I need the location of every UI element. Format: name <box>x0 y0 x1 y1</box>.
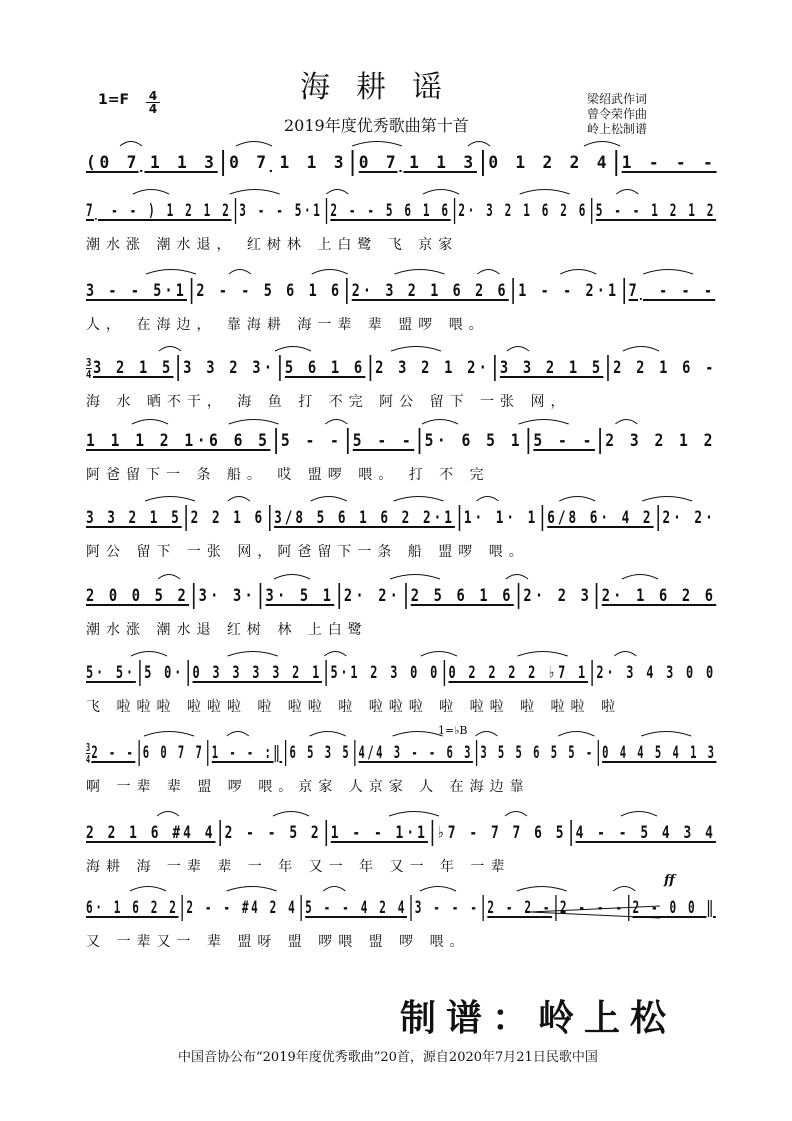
slur-mark <box>476 497 498 502</box>
slur-mark <box>393 732 443 737</box>
slur-mark <box>420 887 456 892</box>
measure: 0 7̣1 1 3 <box>229 153 348 173</box>
measure: 0 2 2 2 2 ♭7 1 <box>448 663 588 683</box>
slur-mark <box>390 575 440 580</box>
key-signature: 1=F <box>98 92 130 108</box>
measure: 2 3 2 1 2 <box>605 431 716 451</box>
slur-mark <box>228 652 278 657</box>
barline <box>542 505 543 531</box>
score-row <box>86 724 717 798</box>
slur-mark <box>159 347 181 352</box>
measure: 6 5 3 5 <box>289 743 352 763</box>
measure: 7̣ - - ) 1 2 1 2 <box>86 201 232 221</box>
time-sig-top: 3 <box>86 355 92 369</box>
measure: 0 4 4 5 4 1 3 <box>602 743 717 763</box>
slur-mark <box>421 652 457 657</box>
slur-mark <box>641 732 691 737</box>
measure: 2 - - - <box>559 898 625 918</box>
slur-mark <box>614 652 636 657</box>
measure: 3 3 2 1 5 <box>86 508 182 528</box>
lyrics-line: 阿公 留下 一张 网，阿爸留下一条 船 盟啰 喂。 <box>86 544 529 560</box>
time-signature-change <box>86 357 91 380</box>
measure: 2 - - #4 2 4 <box>186 898 298 918</box>
measure: 6· 1 6 2 2 <box>86 898 179 918</box>
barline <box>260 583 262 609</box>
measure: 2 - - 5 2 <box>224 823 322 843</box>
slur-mark <box>394 497 444 502</box>
barline <box>193 583 195 609</box>
barline <box>326 660 327 686</box>
barline <box>599 428 601 454</box>
slur-mark <box>468 142 490 147</box>
slur-mark <box>273 812 309 817</box>
slur-mark <box>227 887 277 892</box>
measure: 3 - - 5·1 <box>86 281 187 301</box>
barline <box>269 505 270 531</box>
measure: 3 3 2 3· <box>183 358 276 378</box>
slur-mark <box>560 270 596 275</box>
barline <box>615 150 617 176</box>
key-change: 1=♭B <box>438 724 468 737</box>
measure: 2 3 2 1 2· <box>375 358 491 378</box>
barline <box>494 355 496 381</box>
slur-mark <box>146 270 196 275</box>
measure: 5 0· <box>144 663 185 683</box>
barline <box>235 198 236 224</box>
slur-mark <box>352 142 402 147</box>
meter-bottom: 4 <box>148 102 158 116</box>
measure: 2· 1 6 2 6 <box>601 586 717 606</box>
measure: 3 - - 5·1 <box>239 201 323 221</box>
measure: 5 - - 1 2 1 2 <box>595 201 717 221</box>
slur-mark <box>623 347 659 352</box>
barline <box>657 505 658 531</box>
notation-line <box>86 278 716 308</box>
measure: 2 - - 5 6 1 6 <box>330 201 451 221</box>
lyrics-line: 啊 一辈 辈 盟 啰 喂。京家 人京家 人 在海边靠 <box>86 779 530 795</box>
notation-line <box>86 505 716 535</box>
slur-mark <box>275 347 311 352</box>
slur-mark <box>613 887 635 892</box>
slur-mark <box>475 732 497 737</box>
transcriber-credit: 岭上松制谱 <box>587 122 648 136</box>
notation-line <box>86 428 716 458</box>
score-row <box>86 505 716 563</box>
time-sig-top: 3 <box>86 740 91 754</box>
slur-mark <box>144 732 194 737</box>
measure: 7̣ - - - <box>628 281 716 301</box>
time-sig-bottom: 4 <box>86 367 92 381</box>
measure: 0 1 2 2 4 <box>488 153 611 173</box>
slur-mark <box>622 575 658 580</box>
barline <box>185 505 186 531</box>
barline <box>591 660 592 686</box>
barline <box>454 198 455 224</box>
slur-mark <box>621 812 657 817</box>
transcriber-signature: 制谱：岭上松 <box>400 997 677 1039</box>
barline <box>338 583 340 609</box>
barline <box>354 740 355 766</box>
lyrics-line: 海 水 晒不干， 海 鱼 打 不完 阿公 留下 一张 网， <box>86 394 571 410</box>
slur-mark <box>518 652 568 657</box>
notation-line <box>86 583 717 613</box>
slur-mark <box>120 142 142 147</box>
measure: 5 - - 4 2 4 <box>305 898 407 918</box>
time-sig-bottom: 4 <box>86 752 91 766</box>
barline <box>222 150 224 176</box>
measure: 3 - - - <box>414 898 480 918</box>
score-row <box>86 355 716 413</box>
slur-mark <box>505 812 527 817</box>
slur-mark <box>643 270 693 275</box>
slur-mark <box>395 270 445 275</box>
slur-mark <box>517 887 567 892</box>
measure: 3· 5 1 <box>265 586 335 606</box>
barline <box>555 895 556 921</box>
score-row <box>86 660 716 718</box>
barline <box>188 660 189 686</box>
barline <box>591 198 592 224</box>
measure: 5· 5· <box>86 663 136 683</box>
barline <box>301 895 302 921</box>
measure: 1 - - 1·1 <box>330 823 428 843</box>
score-row <box>86 820 716 878</box>
barline <box>513 278 515 304</box>
slur-mark <box>227 732 249 737</box>
barline <box>219 820 221 846</box>
measure: 2· 3 4 3 0 0 <box>596 663 716 683</box>
measure: 1 - - :‖ <box>211 743 283 763</box>
lyrics-line: 飞 啦啦啦 啦啦啦 啦 啦啦 啦 啦啦啦 啦 啦啦 啦 啦啦 啦 <box>86 699 621 715</box>
measure: 3 5 5 6 5 5 - <box>480 743 595 763</box>
measure: 2 2 1 6 - <box>613 358 717 378</box>
meter-top: 4 <box>146 90 160 103</box>
slur-mark <box>389 812 439 817</box>
barline <box>139 660 140 686</box>
measure: 6/8 6· 4 2 <box>547 508 654 528</box>
barline <box>346 278 348 304</box>
credits <box>587 92 647 137</box>
barline <box>275 428 277 454</box>
barline <box>607 355 609 381</box>
slur-mark <box>310 732 346 737</box>
slur-mark <box>422 420 458 425</box>
measure: 0 3 3 3 3 2 1 <box>192 663 323 683</box>
slur-mark <box>391 347 441 352</box>
barline <box>518 583 520 609</box>
barline <box>191 278 193 304</box>
measure: 5 - - <box>352 431 415 451</box>
slur-mark <box>559 497 595 502</box>
slur-mark <box>157 812 179 817</box>
measure: 2· 2· <box>343 586 402 606</box>
measure: 2· 2· <box>662 508 716 528</box>
measure: 3/8 5 6 1 6 2 2·1 <box>274 508 455 528</box>
slur-mark <box>584 142 620 147</box>
measure: 1 - - - <box>621 153 717 173</box>
footer-note: 中国音协公布“2019年度优秀歌曲”20首，源自2020年7月21日民歌中国 <box>178 1050 598 1065</box>
slur-mark <box>236 142 272 147</box>
composer-credit: 曾令荣作曲 <box>587 107 648 121</box>
measure: 3· 3· <box>198 586 256 606</box>
barline <box>432 820 434 846</box>
notation-line <box>86 198 717 228</box>
time-signature <box>146 90 160 115</box>
barline <box>482 150 484 176</box>
barline <box>628 895 629 921</box>
measure: 6 0 7 7 <box>142 743 205 763</box>
lyrics-line: 人， 在海边， 靠海耕 海一辈 辈 盟啰 喂。 <box>86 317 489 333</box>
measure: 5 6 1 6 <box>284 358 366 378</box>
measure: 2· 2 3 <box>523 586 593 606</box>
slur-mark <box>477 270 499 275</box>
slur-mark <box>323 887 345 892</box>
notation-line <box>86 150 717 180</box>
score-row <box>86 583 716 641</box>
slur-mark <box>132 420 168 425</box>
barline <box>369 355 371 381</box>
time-signature-change <box>86 742 90 765</box>
slur-mark <box>130 887 166 892</box>
barline <box>207 740 208 766</box>
lyrics-line: 又 一辈又一 辈 盟呀 盟 啰喂 盟 啰 喂。 <box>86 934 470 950</box>
measure: 2 2 1 6 #4 4 <box>86 823 216 843</box>
barline <box>279 355 281 381</box>
song-subtitle: 2019年度优秀歌曲第十首 <box>284 116 469 135</box>
notation-line <box>86 355 717 385</box>
slur-mark <box>519 420 569 425</box>
song-title: 海耕谣 <box>300 70 468 105</box>
measure: 1 - - 2·1 <box>518 281 620 301</box>
barline <box>444 660 445 686</box>
slur-mark <box>145 497 195 502</box>
measure: 1 1 1 2 1·6 6 5 <box>86 431 271 451</box>
measure: 2 0 0 5 2 <box>86 586 190 606</box>
measure: 2· 3 2 1 6 2 6 <box>351 281 509 301</box>
measure: (0 7̣1 1 3 <box>86 153 218 173</box>
measure: 2 2 1 6 <box>190 508 266 528</box>
barline <box>596 583 598 609</box>
measure: 4 - - 5 4 3 4 <box>575 823 716 843</box>
measure: 5· 6 5 1 <box>424 431 524 451</box>
measure: 2 - 0 0 ‖ <box>632 898 716 918</box>
barline <box>570 820 572 846</box>
lyricist-credit: 梁绍武作词 <box>587 92 648 106</box>
barline <box>326 198 327 224</box>
barline <box>178 355 180 381</box>
barline <box>459 505 460 531</box>
measure: 1· 1· 1 <box>463 508 539 528</box>
measure: ♭7 - 7 7 6 5 <box>437 823 567 843</box>
barline <box>476 740 477 766</box>
slur-mark <box>325 420 347 425</box>
slur-mark <box>642 497 692 502</box>
barline <box>325 820 327 846</box>
barline <box>527 428 529 454</box>
measure: 0 7̣1 1 3 <box>358 153 477 173</box>
barline <box>419 428 421 454</box>
slur-mark <box>312 270 348 275</box>
barline <box>405 583 407 609</box>
slur-mark <box>324 652 346 657</box>
slur-mark <box>274 575 310 580</box>
barline <box>285 740 286 766</box>
notation-line <box>86 820 716 850</box>
measure: 2· 3 2 1 6 2 6 <box>458 201 588 221</box>
notation-line <box>86 660 716 690</box>
measure: 5·1 2 3 0 0 <box>330 663 441 683</box>
measure: 5 - - <box>280 431 343 451</box>
measure: 5 - - <box>533 431 595 451</box>
measure: 2 - - <box>91 743 136 763</box>
barline <box>347 428 349 454</box>
score-row <box>86 198 716 256</box>
slur-mark <box>131 652 167 657</box>
measure: 4/4 3 - - 6 3 <box>358 743 473 763</box>
slur-mark <box>506 575 528 580</box>
slur-mark <box>229 420 279 425</box>
barline <box>623 278 625 304</box>
slur-mark <box>158 575 180 580</box>
slur-mark <box>615 420 637 425</box>
measure: 3 3 2 1 5 <box>499 358 604 378</box>
lyrics-line: 潮水涨 潮水退， 红树林 上白鹭 飞 京家 <box>86 237 459 253</box>
score-row <box>86 278 716 336</box>
notation-line <box>86 740 717 770</box>
slur-mark <box>229 270 251 275</box>
measure: 2 - - 5 6 1 6 <box>196 281 343 301</box>
slur-mark <box>558 732 594 737</box>
score-row <box>86 873 716 953</box>
lyrics-line: 潮水涨 潮水退 红树 林 上白鹭 <box>86 622 368 638</box>
barline <box>182 895 183 921</box>
slur-mark <box>228 497 250 502</box>
lyrics-line: 阿爸留下一 条 船。 哎 盟啰 喂。 打 不 完 <box>86 467 490 483</box>
dynamic-marking: ff <box>664 873 675 888</box>
barline <box>483 895 484 921</box>
measure: 2 5 6 1 6 <box>410 586 514 606</box>
score-row <box>86 428 716 486</box>
barline <box>410 895 411 921</box>
lyrics-line: 海耕 海 一辈 辈 一 年 又一 年 又一 年 一辈 <box>86 859 511 875</box>
notation-line <box>86 895 716 925</box>
barline <box>138 740 139 766</box>
measure: 2 - 2 - <box>487 898 553 918</box>
slur-mark <box>507 347 529 352</box>
barline <box>598 740 599 766</box>
measure: 3 2 1 5 <box>92 358 174 378</box>
slur-mark <box>311 497 347 502</box>
barline <box>352 150 354 176</box>
